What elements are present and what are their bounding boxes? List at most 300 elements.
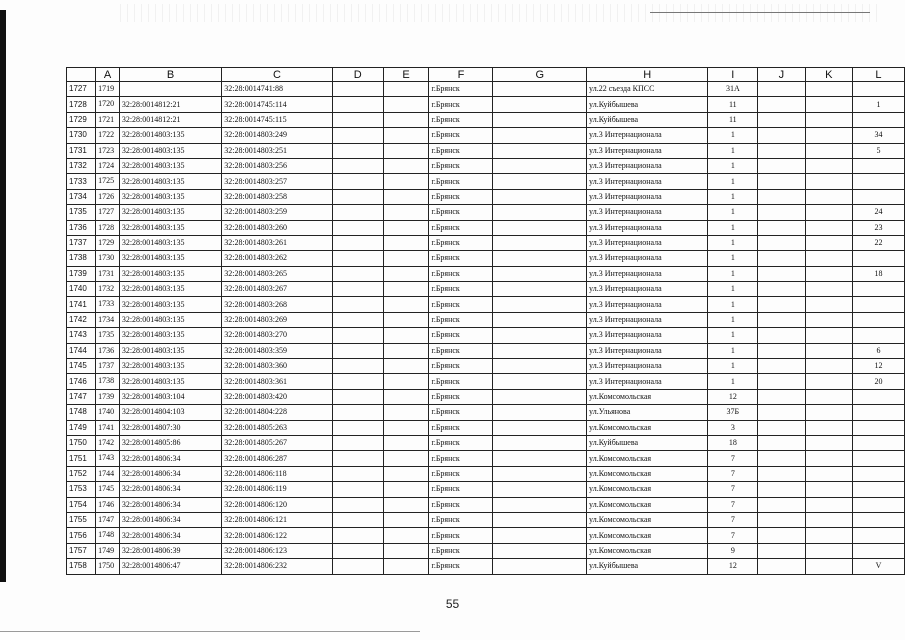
cell-k [805,420,852,435]
table-row [67,128,905,143]
cell-l [852,435,904,450]
cell-c: 32:28:0014806:120 [222,497,332,512]
cell-d [332,282,383,297]
cell-b: 32:28:0014812:21 [119,112,221,127]
cell-g [493,512,587,527]
cell-l [852,82,904,97]
cell-b: 32:28:0014803:135 [119,312,221,327]
cell-c: 32:28:0014806:287 [222,451,332,466]
cell-b: 32:28:0014803:135 [119,359,221,374]
cell-h: ул.3 Интернационала [587,143,708,158]
cell-d [332,359,383,374]
row-number[interactable]: 1739 [67,266,96,281]
cell-l: 18 [852,266,904,281]
cell-e [383,220,429,235]
cell-h: ул.Комсомольская [587,497,708,512]
cell-a: 1745 [96,482,120,497]
cell-j [758,158,805,173]
cell-a: 1736 [96,343,120,358]
cell-i: 1 [708,343,758,358]
cell-b: 32:28:0014806:34 [119,482,221,497]
cell-d [332,266,383,281]
cell-j [758,389,805,404]
cell-h: ул.3 Интернационала [587,220,708,235]
cell-a: 1741 [96,420,120,435]
cell-i: 7 [708,512,758,527]
row-number[interactable]: 1727 [67,82,96,97]
cell-h: ул.Комсомольская [587,389,708,404]
column-header-e[interactable]: E [383,68,429,82]
row-number[interactable]: 1751 [67,451,96,466]
corner-cell [67,68,96,82]
cell-e [383,112,429,127]
cell-k [805,435,852,450]
cell-h: ул.3 Интернационала [587,189,708,204]
cell-f: г.Брянск [429,451,493,466]
cell-g [493,205,587,220]
cell-a: 1727 [96,205,120,220]
cell-i: 11 [708,112,758,127]
cell-k [805,359,852,374]
cell-j [758,82,805,97]
cell-a: 1744 [96,466,120,481]
cell-l [852,158,904,173]
cell-l [852,174,904,189]
table-row [67,559,905,574]
cell-b: 32:28:0014803:104 [119,389,221,404]
table-row [67,528,905,543]
cell-k [805,559,852,574]
row-number[interactable]: 1732 [67,158,96,173]
cell-k [805,251,852,266]
cell-i: 1 [708,359,758,374]
cell-k [805,528,852,543]
cell-f: г.Брянск [429,543,493,558]
cell-e [383,251,429,266]
cell-l: 22 [852,235,904,250]
cell-d [332,420,383,435]
cell-h: ул.Комсомольская [587,528,708,543]
cell-g [493,435,587,450]
row-number[interactable]: 1736 [67,220,96,235]
cell-i: 1 [708,158,758,173]
cell-k [805,266,852,281]
cell-d [332,97,383,112]
cell-h: ул.Куйбышева [587,97,708,112]
cell-d [332,297,383,312]
cell-b: 32:28:0014812:21 [119,97,221,112]
cell-b: 32:28:0014803:135 [119,220,221,235]
cell-i: 1 [708,128,758,143]
cell-j [758,451,805,466]
column-header-d[interactable]: D [332,68,383,82]
row-number[interactable]: 1740 [67,282,96,297]
cell-f: г.Брянск [429,297,493,312]
cell-h: ул.Куйбышева [587,559,708,574]
column-header-row [67,68,905,82]
cell-h: ул.22 съезда КПСС [587,82,708,97]
row-number[interactable]: 1750 [67,435,96,450]
cell-g [493,405,587,420]
cell-g [493,112,587,127]
cell-f: г.Брянск [429,158,493,173]
cell-d [332,128,383,143]
cell-j [758,374,805,389]
cell-l [852,112,904,127]
row-number[interactable]: 1756 [67,528,96,543]
row-number[interactable]: 1734 [67,189,96,204]
cell-f: г.Брянск [429,435,493,450]
cell-h: ул.3 Интернационала [587,297,708,312]
cell-i: 1 [708,328,758,343]
cell-c: 32:28:0014803:256 [222,158,332,173]
cell-b: 32:28:0014803:135 [119,266,221,281]
cell-c: 32:28:0014805:267 [222,435,332,450]
cell-l [852,451,904,466]
cell-j [758,343,805,358]
row-number[interactable]: 1733 [67,174,96,189]
column-header-k[interactable]: K [805,68,852,82]
cell-i: 1 [708,143,758,158]
cell-d [332,374,383,389]
column-header-j[interactable]: J [758,68,805,82]
row-number[interactable]: 1730 [67,128,96,143]
cell-e [383,82,429,97]
cell-b: 32:28:0014803:135 [119,235,221,250]
cell-b: 32:28:0014803:135 [119,374,221,389]
cell-f: г.Брянск [429,235,493,250]
cell-k [805,451,852,466]
cell-e [383,158,429,173]
cell-e [383,497,429,512]
cell-i: 7 [708,482,758,497]
cell-g [493,128,587,143]
row-number[interactable]: 1755 [67,512,96,527]
cell-j [758,328,805,343]
cell-f: г.Брянск [429,266,493,281]
cell-d [332,174,383,189]
cell-a: 1730 [96,251,120,266]
cell-k [805,220,852,235]
cell-a: 1743 [96,451,120,466]
cell-a: 1739 [96,389,120,404]
cell-l [852,543,904,558]
cell-h: ул.3 Интернационала [587,174,708,189]
column-header-a[interactable]: A [96,68,120,82]
cell-c: 32:28:0014803:261 [222,235,332,250]
cell-d [332,389,383,404]
cell-j [758,97,805,112]
cell-e [383,435,429,450]
cell-e [383,420,429,435]
cell-d [332,235,383,250]
cell-f: г.Брянск [429,466,493,481]
row-number[interactable]: 1745 [67,359,96,374]
cell-b: 32:28:0014803:135 [119,128,221,143]
column-header-g[interactable]: G [493,68,587,82]
cell-g [493,420,587,435]
cell-e [383,189,429,204]
table-row [67,451,905,466]
cell-c: 32:28:0014803:258 [222,189,332,204]
cell-d [332,543,383,558]
cell-e [383,374,429,389]
cell-f: г.Брянск [429,112,493,127]
cell-h: ул.3 Интернационала [587,266,708,281]
cell-k [805,97,852,112]
cell-k [805,282,852,297]
cell-k [805,205,852,220]
cell-e [383,389,429,404]
table-row [67,466,905,481]
cell-a: 1721 [96,112,120,127]
cell-a: 1726 [96,189,120,204]
cell-l [852,189,904,204]
cell-g [493,559,587,574]
cell-b: 32:28:0014806:34 [119,451,221,466]
row-number[interactable]: 1746 [67,374,96,389]
cell-l [852,420,904,435]
cell-a: 1720 [96,97,120,112]
cell-b: 32:28:0014803:135 [119,343,221,358]
cell-a: 1750 [96,559,120,574]
cell-d [332,405,383,420]
table-row [67,512,905,527]
row-number[interactable]: 1753 [67,482,96,497]
table-row [67,343,905,358]
cell-c: 32:28:0014803:249 [222,128,332,143]
cell-h: ул.3 Интернационала [587,158,708,173]
cell-f: г.Брянск [429,251,493,266]
cell-h: ул.3 Интернационала [587,328,708,343]
cell-a: 1731 [96,266,120,281]
cell-c: 32:28:0014804:228 [222,405,332,420]
cell-f: г.Брянск [429,512,493,527]
cell-l: 24 [852,205,904,220]
cell-a: 1732 [96,282,120,297]
cell-j [758,405,805,420]
cell-l: 12 [852,359,904,374]
page-number: 55 [445,597,460,611]
cell-i: 1 [708,282,758,297]
cell-g [493,143,587,158]
row-number[interactable]: 1738 [67,251,96,266]
cell-f: г.Брянск [429,497,493,512]
cell-b: 32:28:0014806:34 [119,512,221,527]
cell-k [805,112,852,127]
cell-f: г.Брянск [429,220,493,235]
cell-k [805,374,852,389]
cell-l: 23 [852,220,904,235]
cell-i: 1 [708,174,758,189]
row-number[interactable]: 1749 [67,420,96,435]
cell-j [758,559,805,574]
cell-f: г.Брянск [429,174,493,189]
cell-f: г.Брянск [429,312,493,327]
cell-c: 32:28:0014803:265 [222,266,332,281]
cell-g [493,374,587,389]
row-number[interactable]: 1748 [67,405,96,420]
cell-c: 32:28:0014803:420 [222,389,332,404]
cell-i: 9 [708,543,758,558]
table-row [67,312,905,327]
column-header-f[interactable]: F [429,68,493,82]
cell-j [758,482,805,497]
table-row [67,97,905,112]
cell-f: г.Брянск [429,282,493,297]
cell-g [493,251,587,266]
cell-g [493,82,587,97]
row-number[interactable]: 1737 [67,235,96,250]
cell-l [852,466,904,481]
cell-h: ул.3 Интернационала [587,312,708,327]
cell-a: 1746 [96,497,120,512]
column-header-l[interactable]: L [852,68,904,82]
cell-e [383,143,429,158]
cell-h: ул.Куйбышева [587,112,708,127]
table-row [67,174,905,189]
cell-e [383,466,429,481]
cell-d [332,343,383,358]
cell-a: 1740 [96,405,120,420]
cell-c: 32:28:0014803:259 [222,205,332,220]
cell-b: 32:28:0014806:34 [119,466,221,481]
cell-e [383,528,429,543]
row-number[interactable]: 1741 [67,297,96,312]
cell-g [493,235,587,250]
cell-j [758,143,805,158]
row-number[interactable]: 1743 [67,328,96,343]
cell-g [493,266,587,281]
cell-j [758,543,805,558]
table-row [67,82,905,97]
cell-e [383,451,429,466]
cell-h: ул.3 Интернационала [587,343,708,358]
table-row [67,220,905,235]
cell-k [805,235,852,250]
cell-c: 32:28:0014745:114 [222,97,332,112]
cell-k [805,482,852,497]
cell-k [805,128,852,143]
cell-e [383,343,429,358]
cell-a: 1725 [96,174,120,189]
cell-a: 1722 [96,128,120,143]
cell-l [852,497,904,512]
cell-c: 32:28:0014806:121 [222,512,332,527]
cell-e [383,512,429,527]
cell-i: 37Б [708,405,758,420]
row-number[interactable]: 1757 [67,543,96,558]
cell-l [852,297,904,312]
cell-i: 7 [708,451,758,466]
row-number[interactable]: 1758 [67,559,96,574]
cell-j [758,497,805,512]
cell-b: 32:28:0014803:135 [119,282,221,297]
cell-c: 32:28:0014803:257 [222,174,332,189]
cell-b: 32:28:0014806:47 [119,559,221,574]
row-number[interactable]: 1747 [67,389,96,404]
row-number[interactable]: 1728 [67,97,96,112]
cell-a: 1733 [96,297,120,312]
cell-d [332,143,383,158]
cell-k [805,312,852,327]
row-number[interactable]: 1735 [67,205,96,220]
row-number[interactable]: 1729 [67,112,96,127]
row-number[interactable]: 1754 [67,497,96,512]
row-number[interactable]: 1744 [67,343,96,358]
column-header-c[interactable]: C [222,68,332,82]
cell-c: 32:28:0014806:118 [222,466,332,481]
cell-i: 1 [708,205,758,220]
cell-j [758,220,805,235]
cell-a: 1749 [96,543,120,558]
cell-j [758,420,805,435]
row-number[interactable]: 1731 [67,143,96,158]
cell-h: ул.Комсомольская [587,466,708,481]
cell-j [758,512,805,527]
cell-l [852,328,904,343]
column-header-i[interactable]: I [708,68,758,82]
table-row [67,359,905,374]
cell-i: 12 [708,559,758,574]
cell-d [332,312,383,327]
table-row [67,143,905,158]
cell-c: 32:28:0014803:268 [222,297,332,312]
column-header-b[interactable]: B [119,68,221,82]
table-row [67,328,905,343]
cell-k [805,143,852,158]
cell-j [758,297,805,312]
cell-g [493,297,587,312]
cell-j [758,235,805,250]
cell-f: г.Брянск [429,374,493,389]
row-number[interactable]: 1752 [67,466,96,481]
cell-g [493,328,587,343]
cell-g [493,528,587,543]
cell-k [805,512,852,527]
cell-k [805,466,852,481]
cell-i: 1 [708,374,758,389]
cell-g [493,174,587,189]
table-row [67,158,905,173]
cell-e [383,482,429,497]
cell-c: 32:28:0014803:251 [222,143,332,158]
cell-l: 20 [852,374,904,389]
cell-f: г.Брянск [429,389,493,404]
cell-j [758,205,805,220]
cell-e [383,174,429,189]
cell-g [493,97,587,112]
row-number[interactable]: 1742 [67,312,96,327]
cell-c: 32:28:0014806:232 [222,559,332,574]
cell-j [758,189,805,204]
cell-a: 1734 [96,312,120,327]
cell-e [383,297,429,312]
cell-k [805,389,852,404]
table-row [67,235,905,250]
cell-b: 32:28:0014803:135 [119,174,221,189]
cell-b: 32:28:0014806:39 [119,543,221,558]
cell-a: 1747 [96,512,120,527]
cell-g [493,389,587,404]
column-header-h[interactable]: H [587,68,708,82]
cell-b: 32:28:0014803:135 [119,189,221,204]
cell-c: 32:28:0014806:119 [222,482,332,497]
cell-e [383,405,429,420]
cell-j [758,528,805,543]
cell-c: 32:28:0014805:263 [222,420,332,435]
cell-d [332,205,383,220]
